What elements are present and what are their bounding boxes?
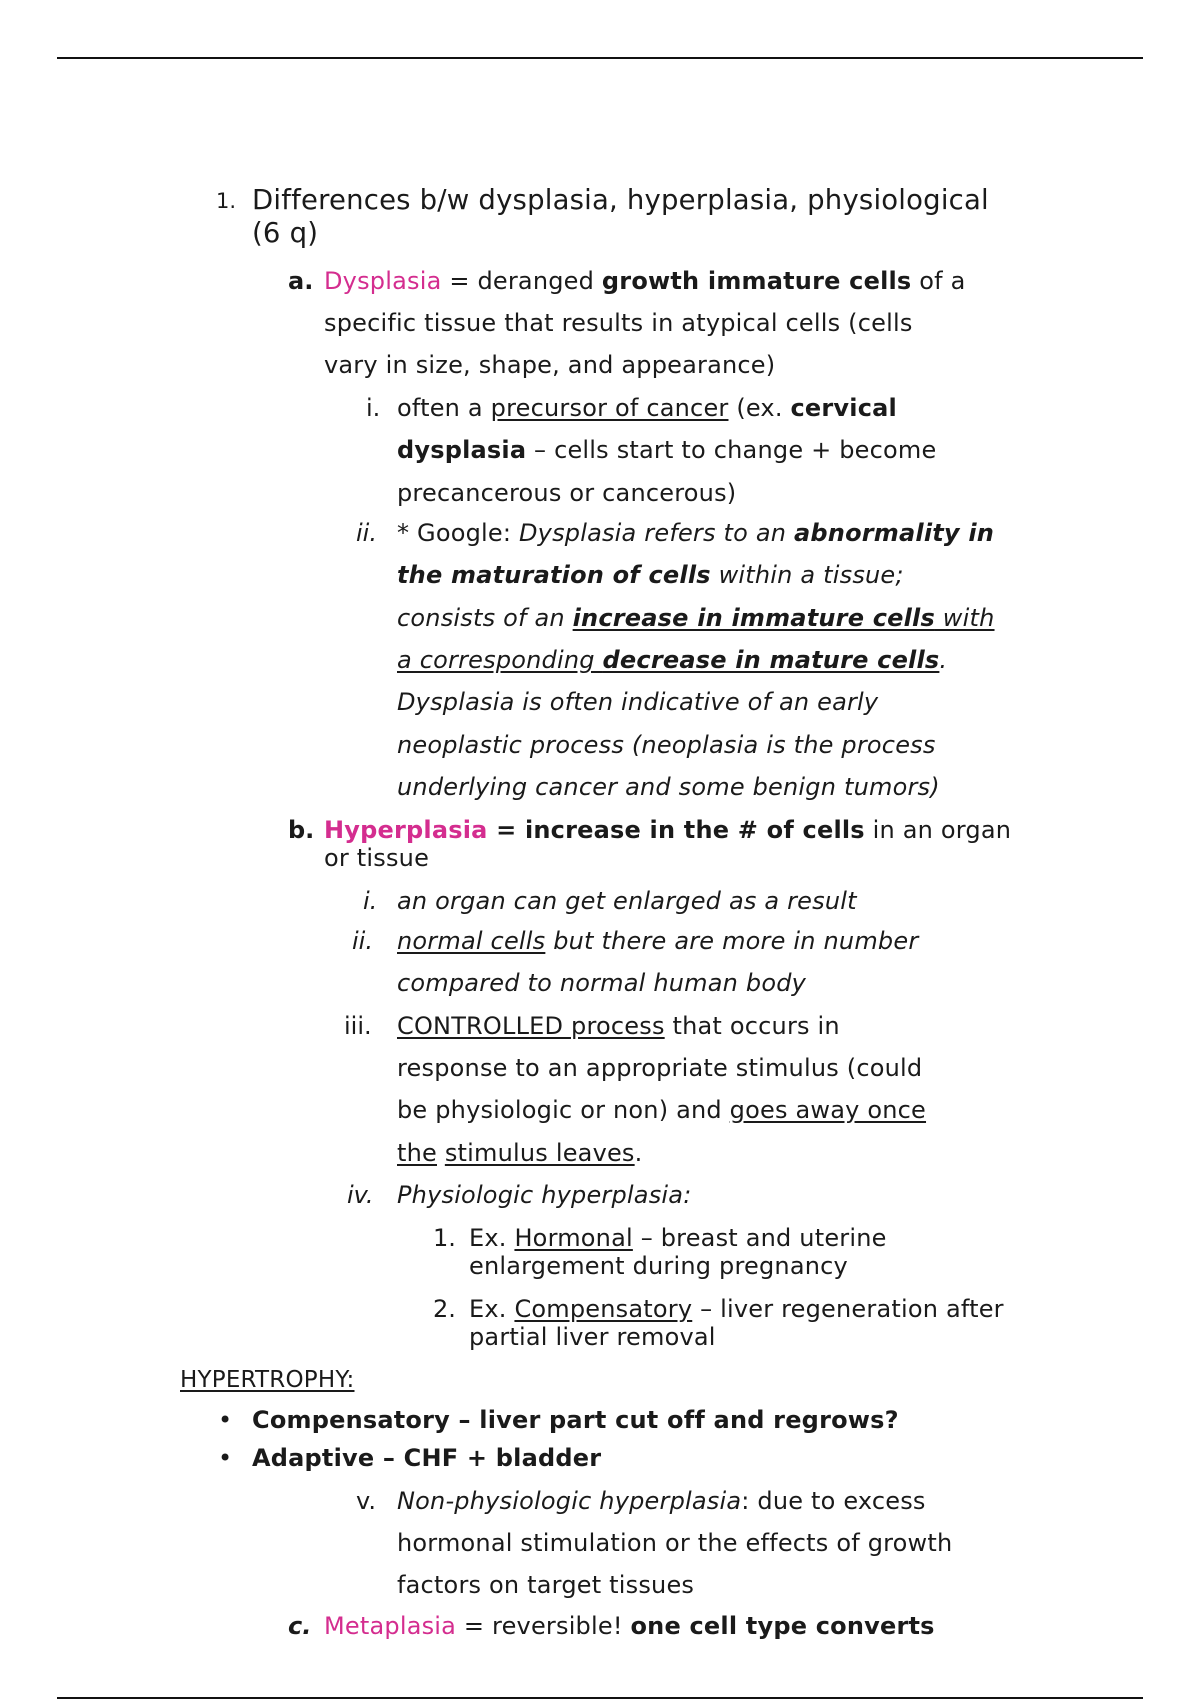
text-line: factors on target tissues	[397, 1571, 695, 1599]
bold-text: one cell type converts	[630, 1612, 935, 1640]
text-line	[397, 1138, 642, 1168]
bullet: •	[218, 1444, 233, 1472]
list-marker: c.	[288, 1612, 312, 1640]
text-line: underlying cancer and some benign tumors)	[397, 773, 940, 801]
italic-text: Non-physiologic hyperplasia	[397, 1487, 742, 1515]
text-line: neoplastic process (neoplasia is the process	[397, 731, 936, 759]
list-item	[469, 1223, 887, 1253]
underlined-text: a corresponding	[397, 646, 603, 674]
underlined-text: precursor of cancer	[490, 394, 729, 422]
list-marker: 1.	[433, 1224, 456, 1252]
text: * Google:	[397, 519, 519, 547]
underlined-text: stimulus leaves	[444, 1139, 635, 1167]
metaplasia-definition	[324, 1611, 935, 1641]
underlined-text: goes away once	[729, 1096, 927, 1124]
hypertrophy-heading: HYPERTROPHY:	[180, 1367, 355, 1393]
italic-text: consists of an	[397, 604, 573, 632]
list-marker: 1.	[216, 189, 237, 213]
heading-line: (6 q)	[252, 217, 319, 249]
text-line: hormonal stimulation or the effects of growth	[397, 1529, 953, 1557]
text: be physiologic or non) and	[397, 1096, 730, 1124]
list-marker: i.	[366, 394, 381, 422]
text-line: or tissue	[324, 844, 430, 872]
italic-text: within a tissue;	[710, 561, 904, 589]
list-marker: 2.	[433, 1295, 456, 1323]
italic-text: Dysplasia refers to an	[518, 519, 795, 547]
bottom-rule	[57, 1697, 1143, 1699]
text-line: compared to normal human body	[397, 969, 807, 997]
text: – liver regeneration after	[692, 1295, 1004, 1323]
list-item: Compensatory – liver part cut off and regrows?	[252, 1406, 899, 1434]
list-item: Adaptive – CHF + bladder	[252, 1444, 602, 1472]
heading-line: Differences b/w dysplasia, hyperplasia, physiological	[252, 184, 989, 216]
text-line	[397, 435, 936, 465]
underlined-text: CONTROLLED process	[397, 1012, 665, 1040]
text: : due to excess	[741, 1487, 926, 1515]
bold-italic-text: the maturation of cells	[397, 561, 711, 589]
list-marker: v.	[356, 1487, 376, 1515]
text-line: partial liver removal	[469, 1323, 716, 1351]
text-line	[397, 926, 918, 956]
text: = reversible!	[456, 1612, 631, 1640]
bold-text: dysplasia	[397, 436, 527, 464]
text-line: vary in size, shape, and appearance)	[324, 351, 776, 379]
text-line	[397, 1011, 840, 1041]
bold-underlined-text: decrease in mature cells	[602, 646, 940, 674]
text-line	[397, 560, 904, 590]
text: in an organ	[864, 816, 1012, 844]
bold-text: = increase in the # of cells	[487, 816, 865, 844]
text: Ex.	[469, 1224, 515, 1252]
text-line	[397, 603, 995, 633]
list-item	[469, 1294, 1004, 1324]
list-marker: a.	[288, 267, 314, 295]
list-marker: i.	[363, 887, 378, 915]
text-line	[397, 1095, 926, 1125]
text-line: an organ can get enlarged as a result	[397, 887, 857, 915]
text: .	[634, 1139, 643, 1167]
bold-text: cervical	[790, 394, 897, 422]
text: – breast and uterine	[632, 1224, 887, 1252]
list-marker: ii.	[356, 519, 377, 547]
text: that occurs in	[664, 1012, 840, 1040]
text: (ex.	[728, 394, 791, 422]
list-marker: ii.	[352, 927, 373, 955]
top-rule	[57, 57, 1143, 59]
bullet: •	[218, 1406, 233, 1434]
text: of a	[911, 267, 966, 295]
bold-italic-text: abnormality in	[794, 519, 995, 547]
underlined-text: Compensatory	[514, 1295, 693, 1323]
text-line: Dysplasia is often indicative of an early	[397, 688, 879, 716]
text-line: specific tissue that results in atypical cells (cells	[324, 309, 913, 337]
text-line	[397, 1486, 926, 1516]
list-marker: iii.	[344, 1012, 372, 1040]
list-marker: iv.	[347, 1181, 374, 1209]
text: .	[939, 646, 948, 674]
list-marker: b.	[288, 816, 315, 844]
text-line	[397, 393, 897, 423]
text-line: enlargement during pregnancy	[469, 1252, 848, 1280]
term-hyperplasia: Hyperplasia	[324, 816, 488, 844]
text: = deranged	[441, 267, 602, 295]
bold-text: growth immature cells	[601, 267, 912, 295]
text: – cells start to change + become	[526, 436, 937, 464]
text: often a	[397, 394, 491, 422]
term-dysplasia: Dysplasia	[324, 267, 442, 295]
dysplasia-definition	[324, 266, 966, 296]
text-line: response to an appropriate stimulus (could	[397, 1054, 923, 1082]
text-line	[397, 518, 994, 548]
text-line: Physiologic hyperplasia:	[397, 1181, 692, 1209]
underlined-text: with	[934, 604, 995, 632]
hyperplasia-definition	[324, 815, 1011, 845]
text-line: precancerous or cancerous)	[397, 479, 737, 507]
italic-text: but there are more in number	[545, 927, 919, 955]
underlined-text: Hormonal	[514, 1224, 633, 1252]
bold-underlined-text: increase in immature cells	[572, 604, 935, 632]
underlined-text: the	[397, 1139, 437, 1167]
text-line	[397, 645, 947, 675]
text: Ex.	[469, 1295, 515, 1323]
underlined-text: normal cells	[397, 927, 546, 955]
term-metaplasia: Metaplasia	[324, 1612, 457, 1640]
